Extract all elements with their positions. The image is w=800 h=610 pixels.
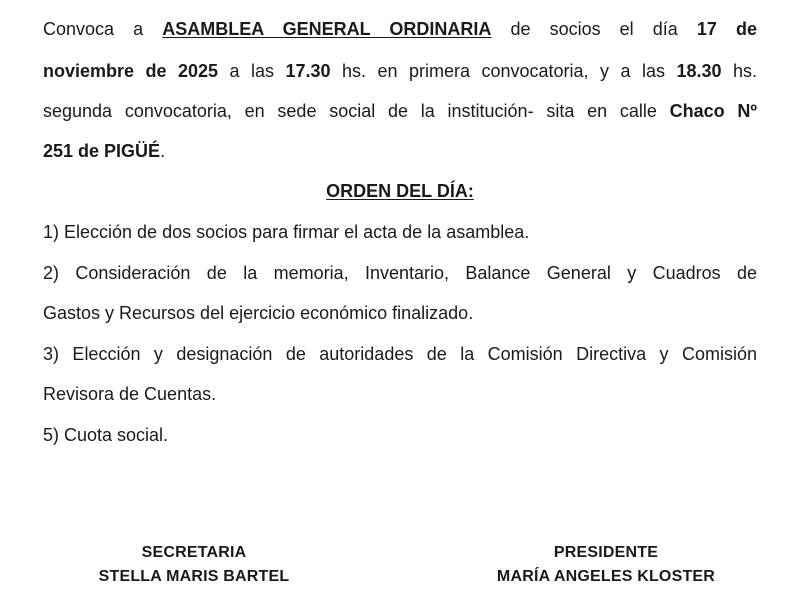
signature-name: STELLA MARIS BARTEL: [98, 568, 290, 585]
intro-text: hs.: [721, 61, 757, 81]
agenda-item-1: 1) Elección de dos socios para firmar el acta de la asamblea.: [43, 222, 530, 242]
agenda-item-2-line-2: Gastos y Recursos del ejercicio económico finalizado.: [43, 303, 474, 323]
second-call-time: 18.30: [676, 61, 722, 81]
signature-secretary: [74, 541, 314, 589]
signature-name: MARÍA ANGELES KLOSTER: [496, 568, 716, 585]
assembly-type: ASAMBLEA GENERAL ORDINARIA: [162, 19, 492, 39]
meeting-day: 17: [696, 19, 717, 39]
intro-line-1: [43, 18, 757, 40]
intro-text: .: [160, 141, 166, 161]
agenda-heading: ORDEN DEL DÍA:: [326, 181, 474, 201]
intro-text: hs. en primera convocatoria, y a las: [330, 61, 677, 81]
intro-line-4: [43, 140, 757, 162]
intro-line-3: [43, 100, 757, 122]
agenda-item-5: 5) Cuota social.: [43, 425, 169, 445]
agenda-item-2-line-1: 2) Consideración de la memoria, Inventario, Balance General y Cuadros de: [43, 263, 757, 283]
agenda-item-3-line-2: Revisora de Cuentas.: [43, 384, 217, 404]
intro-text: a las: [218, 61, 286, 81]
intro-text: Convoca a: [43, 19, 163, 39]
signature-role: SECRETARIA: [141, 544, 247, 561]
signature-role: PRESIDENTE: [553, 544, 659, 561]
agenda-item-3-line-1: 3) Elección y designación de autoridades de la Comisión Directiva y Comisión: [43, 344, 757, 364]
signature-president: [456, 541, 756, 589]
address-street: Chaco Nº: [669, 101, 757, 121]
intro-line-2: [43, 60, 757, 82]
address-number-city: 251 de PIGÜÉ: [43, 141, 161, 161]
meeting-month-year: noviembre de 2025: [43, 61, 219, 81]
intro-text: de socios el día: [491, 19, 697, 39]
intro-text: de: [716, 19, 757, 39]
intro-text: segunda convocatoria, en sede social de la institución- sita en calle: [43, 101, 670, 121]
first-call-time: 17.30: [285, 61, 331, 81]
